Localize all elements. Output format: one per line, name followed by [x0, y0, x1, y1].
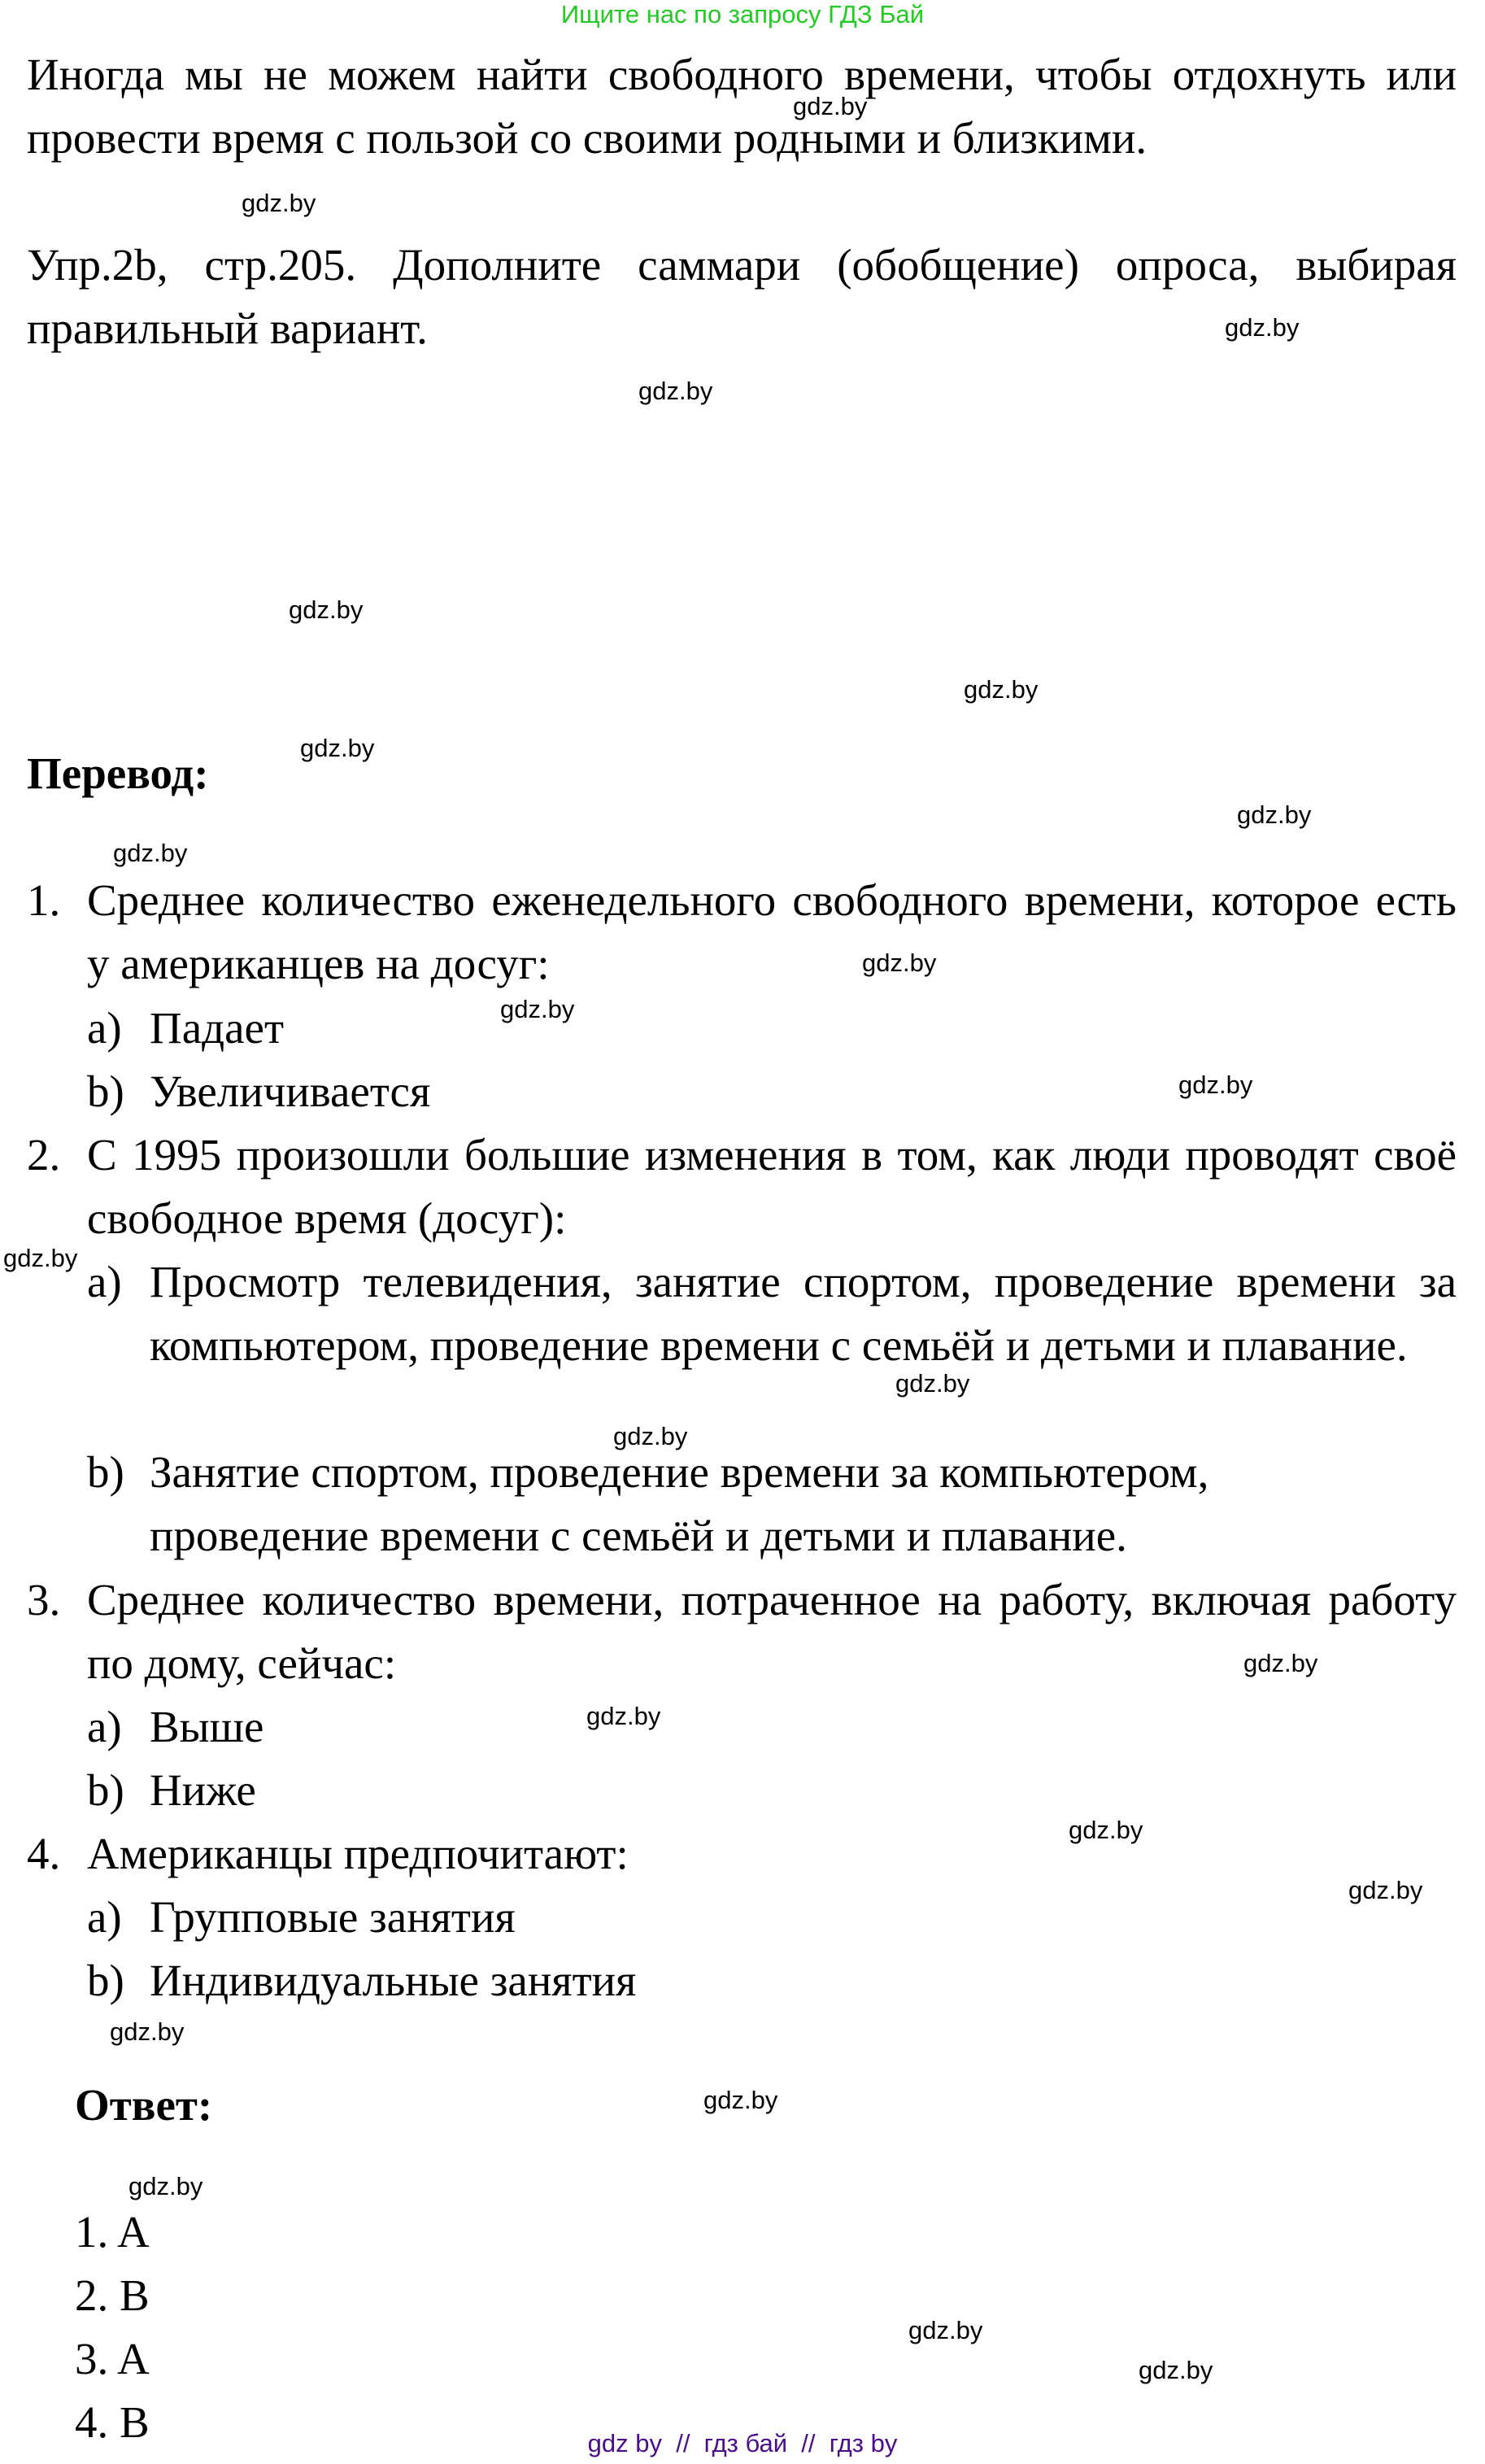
- question-number: 4.: [27, 1829, 61, 1878]
- question-text: С 1995 произошли большие изменения в том, как люди проводят своё свободное время (досуг):: [87, 1130, 1457, 1243]
- answer-heading: Ответ:: [75, 2080, 213, 2130]
- option-text: Увеличивается: [150, 1066, 431, 1116]
- answer-item: 4. B: [75, 2397, 150, 2447]
- option-text: Просмотр телевидения, занятие спортом, проведение времени за компьютером, проведение времени с семьёй и детьми и плавание.: [150, 1257, 1457, 1370]
- footer-links[interactable]: gdz by // гдз бай // гдз by: [587, 2429, 898, 2457]
- option-label: a): [87, 1892, 122, 1942]
- question-text: Среднее количество еженедельного свободного времени, которое есть у американцев на досуг:: [87, 875, 1457, 988]
- watermark: gdz.by: [1178, 1071, 1253, 1099]
- question-number: 2.: [27, 1130, 61, 1180]
- option-label: a): [87, 1257, 122, 1306]
- answer-item: 2. B: [75, 2270, 150, 2320]
- option-text: Занятие спортом, проведение времени за компьютером, проведение времени с семьёй и детьми и плавание.: [150, 1447, 1209, 1560]
- watermark: gdz.by: [638, 377, 713, 405]
- watermark: gdz.by: [964, 675, 1039, 704]
- answer-item: 3. A: [75, 2334, 150, 2383]
- watermark: gdz.by: [242, 189, 316, 217]
- option-label: b): [87, 1447, 124, 1497]
- watermark: gdz.by: [3, 1244, 78, 1272]
- watermark: gdz.by: [300, 734, 375, 762]
- translation-heading: Перевод:: [27, 748, 209, 798]
- option-text: Групповые занятия: [150, 1892, 516, 1942]
- watermark: gdz.by: [110, 2017, 185, 2046]
- watermark: gdz.by: [1348, 1876, 1423, 1904]
- watermark: gdz.by: [113, 839, 188, 867]
- question-number: 3.: [27, 1575, 61, 1624]
- question-text: Среднее количество времени, потраченное на работу, включая работу по дому, сейчас:: [87, 1575, 1457, 1688]
- search-hint-link[interactable]: Ищите нас по запросу ГДЗ Бай: [560, 0, 925, 28]
- question-number: 1.: [27, 875, 61, 925]
- question-text: Американцы предпочитают:: [87, 1829, 629, 1878]
- watermark: gdz.by: [1069, 1816, 1143, 1844]
- option-label: b): [87, 1956, 124, 2005]
- option-text: Падает: [150, 1003, 284, 1053]
- option-text: Индивидуальные занятия: [150, 1956, 637, 2005]
- watermark: gdz.by: [793, 92, 868, 120]
- option-label: a): [87, 1702, 122, 1751]
- option-label: b): [87, 1765, 124, 1815]
- option-label: a): [87, 1003, 122, 1053]
- watermark: gdz.by: [895, 1369, 970, 1398]
- watermark: gdz.by: [586, 1702, 661, 1730]
- watermark: gdz.by: [908, 2316, 983, 2344]
- watermark: gdz.by: [1225, 313, 1300, 342]
- watermark: gdz.by: [862, 949, 937, 977]
- task-paragraph: Упр.2b, стр.205. Дополните саммари (обобщение) опроса, выбирая правильный вариант.: [27, 240, 1457, 353]
- option-text: Ниже: [150, 1765, 256, 1815]
- watermark: gdz.by: [1139, 2356, 1213, 2384]
- watermark: gdz.by: [703, 2086, 778, 2114]
- intro-paragraph: Иногда мы не можем найти свободного времени, чтобы отдохнуть или провести время с пользой со своими родными и близкими.: [27, 50, 1457, 163]
- watermark: gdz.by: [613, 1422, 688, 1450]
- watermark: gdz.by: [289, 595, 364, 624]
- answer-item: 1. A: [75, 2207, 150, 2257]
- watermark: gdz.by: [128, 2172, 203, 2200]
- watermark: gdz.by: [1237, 800, 1312, 829]
- watermark: gdz.by: [500, 995, 575, 1023]
- option-label: b): [87, 1066, 124, 1116]
- watermark: gdz.by: [1243, 1649, 1318, 1677]
- option-text: Выше: [150, 1702, 264, 1751]
